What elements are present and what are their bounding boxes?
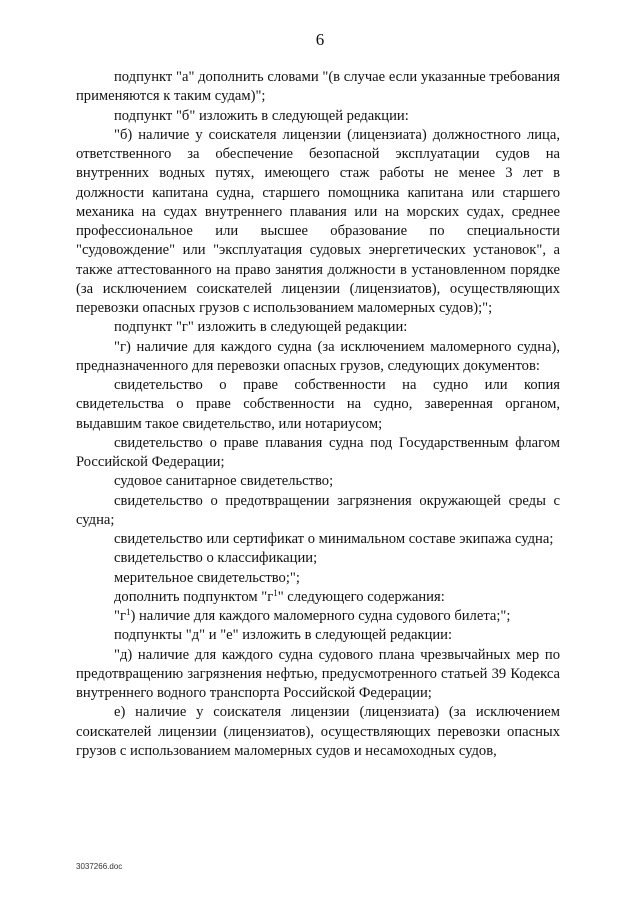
paragraph-sanitary-certificate: судовое санитарное свидетельство; — [114, 473, 334, 490]
paragraph-g1-text — [76, 607, 560, 626]
add-g1-superscript: 1 — [273, 587, 278, 598]
add-g1-after: " следующего содержания: — [277, 588, 445, 605]
paragraph-tonnage-certificate: мерительное свидетельство;"; — [114, 569, 300, 586]
paragraph-d-text: "д) наличие для каждого судна судового плана чрезвычайных мер по предотвращению загрязнения нефтью, предусмотренного статьей 39 Кодекса внутреннего водного транспорта Российской Федерации; — [76, 646, 560, 701]
paragraph-e-text: е) наличие у соискателя лицензии (лицензиата) (за исключением соискателей лицензии (лицензиатов), осуществляющих перевозки опасных грузов с использованием маломерных судов и несамоходных судов, — [76, 704, 560, 759]
paragraph-b-text: "б) наличие у соискателя лицензии (лицензиата) должностного лица, ответственного за обеспечение безопасной эксплуатации судов на внутренних водных путях, имеющего стаж работы не менее 3 лет в должности капитана судна, старшего помощника капитана или старшего механика на судах внутреннего плавания или на морских судах, среднее профессиональное или высшее образование по специальности "судовождение" или "эксплуатация судовых энергетических установок", а также аттестованного на право занятия должности в установленном порядке (за исключением соискателей лицензии (лицензиатов), осуществляющих перевозки опасных грузов с использованием маломерных судов);"; — [76, 126, 560, 316]
paragraph-a-addition: подпункт "а" дополнить словами "(в случае если указанные требования применяются к таким судам)"; — [76, 69, 560, 105]
g1-before: "г — [114, 608, 126, 624]
paragraph-flag-certificate: свидетельство о праве плавания судна под Государственным флагом Российской Федерации; — [76, 434, 560, 470]
paragraph-ownership-certificate: свидетельство о праве собственности на судно или копия свидетельства о праве собственности на судно, заверенная органом, выдавшим такое свидетельство, или нотариусом; — [76, 377, 560, 432]
document-body — [76, 68, 560, 761]
paragraph-pollution-certificate: свидетельство о предотвращении загрязнения окружающей среды с судна; — [76, 492, 560, 528]
paragraph-g-intro: подпункт "г" изложить в следующей редакции: — [114, 319, 408, 336]
page-number: 6 — [315, 30, 325, 49]
paragraph-classification-certificate: свидетельство о классификации; — [114, 550, 318, 567]
paragraph-g-text: "г) наличие для каждого судна (за исключением маломерного судна), предназначенного для перевозки опасных грузов, следующих документов: — [76, 338, 560, 374]
g1-superscript: 1 — [125, 607, 131, 617]
paragraph-b-intro: подпункт "б" изложить в следующей редакции: — [114, 107, 409, 124]
g1-after: ) наличие для каждого маломерного судна судового билета;"; — [130, 608, 511, 624]
paragraph-d-e-intro: подпункты "д" и "е" изложить в следующей редакции: — [114, 627, 453, 644]
paragraph-add-g1 — [76, 588, 560, 607]
add-g1-before: дополнить подпунктом "г — [114, 588, 274, 605]
footer-filename: 3037266.doc — [76, 862, 123, 871]
paragraph-crew-certificate: свидетельство или сертификат о минимальном составе экипажа судна; — [114, 531, 554, 547]
